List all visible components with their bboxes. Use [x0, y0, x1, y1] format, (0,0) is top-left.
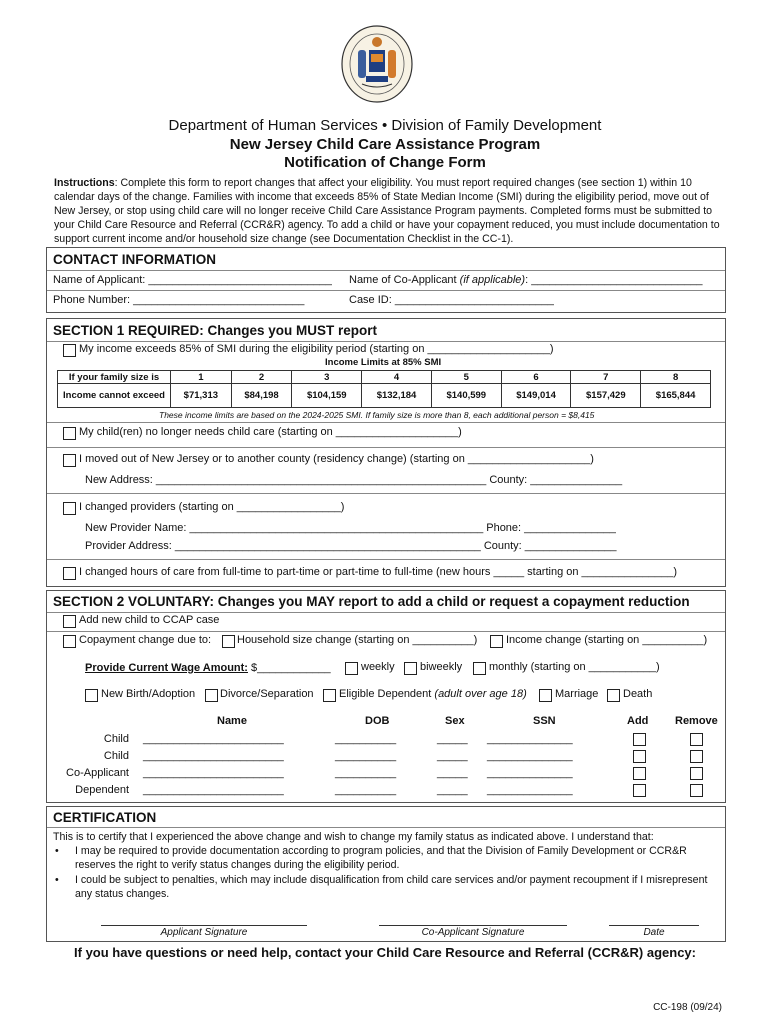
section2-title: SECTION 2 VOLUNTARY: Changes you MAY report to add a child or request a copayment reduction [53, 594, 690, 609]
add-child-item: Add new child to CCAP case [79, 614, 220, 626]
income-limit-cell: $84,198 [231, 384, 292, 408]
income-limit-cell: $165,844 [641, 384, 711, 408]
household-size-checkbox[interactable] [222, 635, 235, 648]
instructions-text: : Complete this form to report changes that affect your eligibility. You must report required changes (see section 1) within 10 calendar days of the change. Families with income that exceeds 85% of State Median Income (SMI) during the eligibility period, move out of New Jersey, or stop using child care will no longer receive Child Care Assistance Program payments. Completed forms must be submitted to your Child Care Resource and Referral (CCR&R) agency. To add a child or have your copayment reduced, you must include documentation to support current income and/or household size change (see Documentation Checklist in the CC-1). [54, 177, 720, 245]
applicant-name-field[interactable]: Name of Applicant: ______________________________ [53, 274, 332, 286]
coapplicant-signature-label: Co-Applicant Signature [421, 927, 525, 938]
row-dob-field[interactable]: __________ [335, 733, 397, 745]
row-add-checkbox[interactable] [633, 784, 646, 797]
section2-box [46, 590, 726, 803]
row-sex-field[interactable]: _____ [437, 767, 468, 779]
case-id-field[interactable]: Case ID: __________________________ [349, 294, 554, 306]
income-limit-cell: $132,184 [362, 384, 432, 408]
moved-checkbox[interactable] [63, 454, 76, 467]
contact-title: CONTACT INFORMATION [53, 252, 216, 267]
providers-item: I changed providers (starting on _________________) [79, 501, 345, 513]
wage-amount-field[interactable]: Provide Current Wage Amount: $____________ [85, 662, 331, 674]
row-label: Child [103, 733, 129, 745]
family-size-cell: 8 [641, 371, 711, 384]
row-dob-field[interactable]: __________ [335, 784, 397, 796]
certification-title: CERTIFICATION [53, 810, 157, 825]
marriage-checkbox[interactable] [539, 689, 552, 702]
col-sex: Sex [445, 715, 465, 727]
row-remove-checkbox[interactable] [690, 750, 703, 763]
row-ssn-field[interactable]: ______________ [487, 767, 573, 779]
family-size-cell: 1 [171, 371, 232, 384]
certification-box [46, 806, 726, 942]
row-ssn-field[interactable]: ______________ [487, 784, 573, 796]
form-title: Notification of Change Form [284, 154, 486, 171]
providers-checkbox[interactable] [63, 502, 76, 515]
weekly-checkbox[interactable] [345, 662, 358, 675]
death-checkbox[interactable] [607, 689, 620, 702]
section1-title: SECTION 1 REQUIRED: Changes you MUST report [53, 323, 378, 338]
income-change-checkbox[interactable] [490, 635, 503, 648]
date-line[interactable] [609, 925, 699, 926]
smi-item: My income exceeds 85% of SMI during the eligibility period (starting on ____________________) [79, 343, 554, 355]
death-label: Death [623, 688, 653, 700]
row-ssn-field[interactable]: ______________ [487, 733, 573, 745]
child-care-checkbox[interactable] [63, 427, 76, 440]
add-child-checkbox[interactable] [63, 615, 76, 628]
col-ssn: SSN [533, 715, 556, 727]
bullet-dot: • [55, 874, 59, 886]
section1-box [46, 318, 726, 587]
row-label: Child [103, 750, 129, 762]
divorce-checkbox[interactable] [205, 689, 218, 702]
income-table-caption: Income Limits at 85% SMI [325, 357, 442, 368]
eligible-dependent-label: Eligible Dependent (adult over age 18) [339, 688, 527, 700]
monthly-label: monthly (starting on ___________) [489, 661, 660, 673]
certification-bullet-1: I may be required to provide documentation according to program policies, and that the Division of Family Development or CCR&R reserves the right to verify status changes during the eligibility period. [75, 845, 687, 871]
hours-checkbox[interactable] [63, 567, 76, 580]
row-label: Dependent [75, 784, 129, 796]
moved-item: I moved out of New Jersey or to another county (residency change) (starting on ____________________) [79, 453, 594, 465]
family-size-cell: 6 [501, 371, 571, 384]
row-remove-checkbox[interactable] [690, 767, 703, 780]
col-remove: Remove [675, 715, 718, 727]
family-size-cell: 4 [362, 371, 432, 384]
row-name-field[interactable]: _______________________ [143, 750, 284, 762]
row-name-field[interactable]: _______________________ [143, 767, 284, 779]
income-limit-cell: $71,313 [171, 384, 232, 408]
income-limit-cell: $140,599 [431, 384, 501, 408]
smi-checkbox[interactable] [63, 344, 76, 357]
biweekly-label: biweekly [420, 661, 463, 673]
applicant-signature-label: Applicant Signature [160, 927, 248, 938]
weekly-label: weekly [361, 661, 395, 673]
family-size-cell: 3 [292, 371, 362, 384]
row-name-field[interactable]: _______________________ [143, 733, 284, 745]
income-limit-cell: $157,429 [571, 384, 641, 408]
bullet-dot: • [55, 845, 59, 857]
col-dob: DOB [365, 715, 390, 727]
coapplicant-signature-line[interactable] [379, 925, 567, 926]
program-title: New Jersey Child Care Assistance Program [229, 136, 541, 153]
date-label: Date [643, 927, 665, 938]
col-add: Add [627, 715, 649, 727]
marriage-label: Marriage [555, 688, 599, 700]
row-remove-checkbox[interactable] [690, 733, 703, 746]
row-label: Co-Applicant [66, 767, 129, 779]
income-limit-label: Income cannot exceed [58, 384, 171, 408]
biweekly-checkbox[interactable] [404, 662, 417, 675]
new-address-field[interactable]: New Address: ______________________________________________________ County: _______________ [85, 474, 623, 486]
row-sex-field[interactable]: _____ [437, 733, 468, 745]
row-remove-checkbox[interactable] [690, 784, 703, 797]
copayment-label: Copayment change due to: [79, 634, 212, 646]
new-birth-checkbox[interactable] [85, 689, 98, 702]
income-limit-cell: $104,159 [292, 384, 362, 408]
family-size-cell: 2 [231, 371, 292, 384]
help-contact-line: If you have questions or need help, contact your Child Care Resource and Referral (CCR&R) agency: [74, 945, 696, 960]
divorce-label: Divorce/Separation [220, 688, 314, 700]
income-limit-cell: $149,014 [501, 384, 571, 408]
coapplicant-name-field[interactable]: Name of Co-Applicant (if applicable): ____________________________ [349, 274, 703, 286]
row-add-checkbox[interactable] [633, 733, 646, 746]
monthly-checkbox[interactable] [473, 662, 486, 675]
certification-intro: This is to certify that I experienced the above change and wish to change my family status as indicated above. I understand that: [53, 831, 654, 843]
hours-item: I changed hours of care from full-time to part-time or part-time to full-time (new hours _____ starting on _______________) [79, 566, 677, 578]
form-id: CC-198 (09/24) [653, 1002, 722, 1013]
col-name: Name [217, 715, 247, 727]
new-birth-label: New Birth/Adoption [101, 688, 196, 700]
department-line: Department of Human Services • Division of Family Development [168, 117, 602, 134]
nj-state-seal [340, 24, 414, 104]
instructions [54, 176, 722, 246]
contact-information-box [46, 247, 726, 313]
income-change-item: Income change (starting on __________) [506, 634, 708, 646]
income-limits-note: These income limits are based on the 2024-2025 SMI. If family size is more than 8, each additional person = $8,415 [159, 410, 595, 420]
family-size-label: If your family size is [58, 371, 171, 384]
provider-name-field[interactable]: New Provider Name: ________________________________________________ Phone: _______________ [85, 522, 616, 534]
household-size-item: Household size change (starting on __________) [237, 634, 478, 646]
eligible-dependent-checkbox[interactable] [323, 689, 336, 702]
row-name-field[interactable]: _______________________ [143, 784, 284, 796]
row-dob-field[interactable]: __________ [335, 750, 397, 762]
row-dob-field[interactable]: __________ [335, 767, 397, 779]
child-care-item: My child(ren) no longer needs child care (starting on ____________________) [79, 426, 462, 438]
applicant-signature-line[interactable] [101, 925, 307, 926]
income-limits-table [57, 370, 711, 408]
row-add-checkbox[interactable] [633, 767, 646, 780]
family-size-cell: 5 [431, 371, 501, 384]
instructions-label: Instructions [54, 177, 115, 189]
family-size-cell: 7 [571, 371, 641, 384]
row-add-checkbox[interactable] [633, 750, 646, 763]
certification-bullet-2: I could be subject to penalties, which may include disqualification from child care services and/or payment recoupment if I misrepresent any status changes. [75, 874, 708, 900]
phone-number-field[interactable]: Phone Number: ____________________________ [53, 294, 305, 306]
row-sex-field[interactable]: _____ [437, 784, 468, 796]
copayment-checkbox[interactable] [63, 635, 76, 648]
row-ssn-field[interactable]: ______________ [487, 750, 573, 762]
provider-address-field[interactable]: Provider Address: __________________________________________________ County: _______________ [85, 540, 617, 552]
row-sex-field[interactable]: _____ [437, 750, 468, 762]
